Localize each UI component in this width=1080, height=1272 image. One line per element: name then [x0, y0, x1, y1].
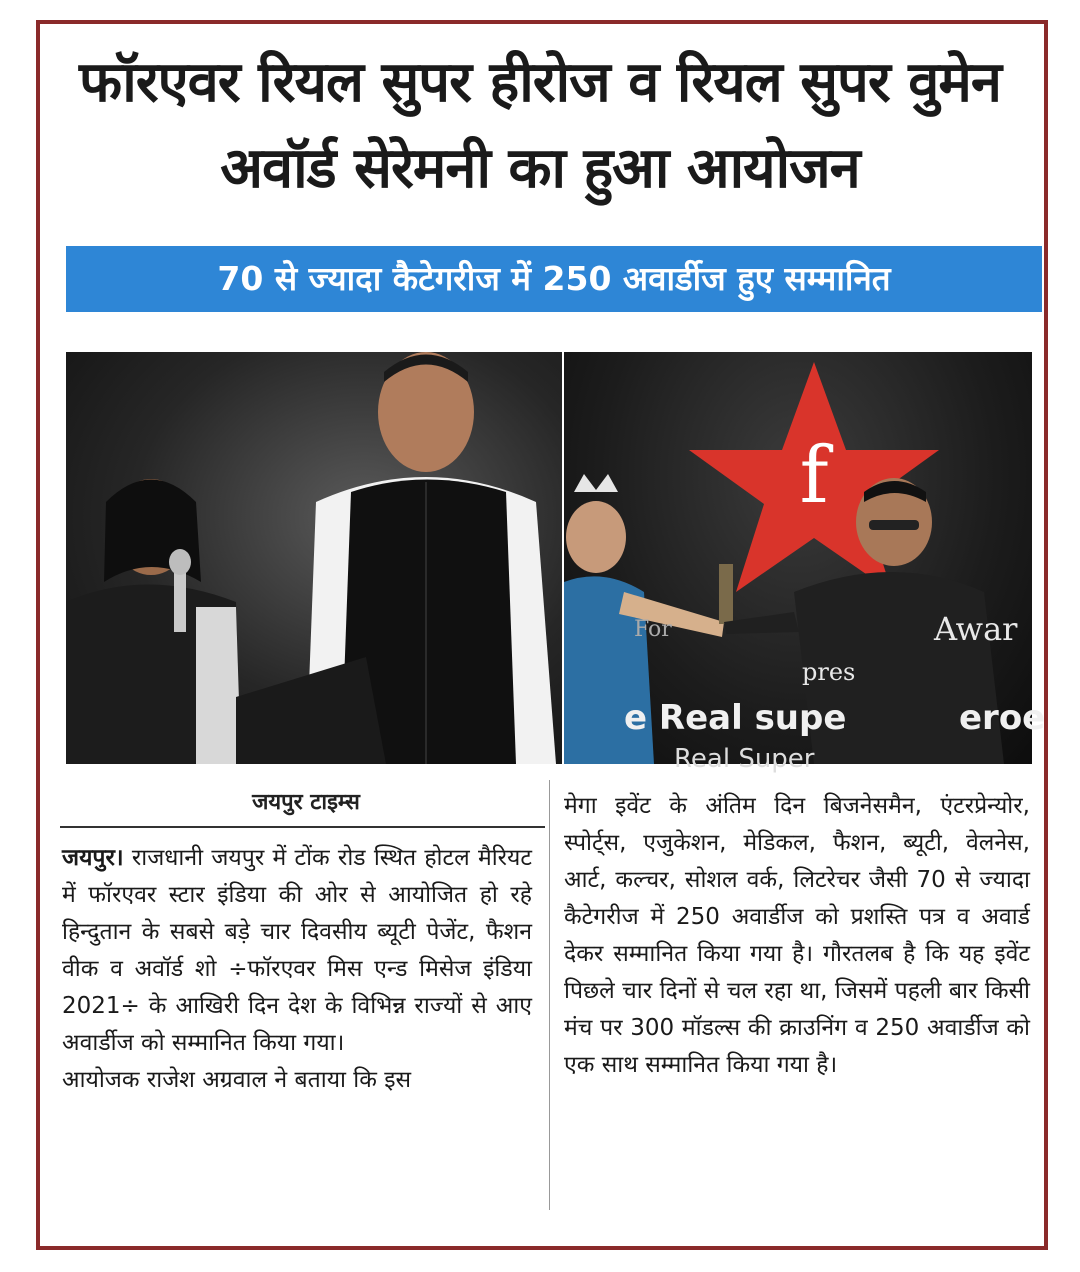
photo-left-illustration — [66, 352, 562, 764]
article-column-right — [564, 788, 1030, 1084]
stage-text-real-super: e Real supe — [624, 698, 847, 738]
photo-speaker-and-guest — [66, 352, 562, 764]
article-paragraph-3: मेगा इवेंट के अंतिम दिन बिजनेसमैन, एंटरप्रेन्योर, स्पोर्ट्स, एजुकेशन, मेडिकल, फैशन, ब्यूटी, वेलनेस, आर्ट, कल्चर, सोशल वर्क, लिटरेचर जैसी 70 से ज्यादा कैटेगरीज में 250 अवार्डीज को प्रशस्ति पत्र व अवार्ड देकर सम्मानित किया गया है। गौरतलब है कि यह इवेंट पिछले चार दिनों से चल रहा था, जिसमें पहली बार किसी मंच पर 300 मॉडल्स की क्राउनिंग व 250 अवार्डीज को एक साथ सम्मानित किया गया है। — [564, 793, 1030, 1078]
article-paragraph-1 — [62, 840, 532, 1062]
stage-text-eroes: eroe — [959, 698, 1046, 738]
svg-text:f: f — [799, 431, 829, 521]
stage-text-award: Awar — [934, 610, 1018, 648]
column-divider — [549, 780, 550, 1210]
crown-icon — [574, 474, 618, 492]
headline: फॉरएवर रियल सुपर हीरोज व रियल सुपर वुमेन अवॉर्ड सेरेमनी का हुआ आयोजन — [79, 50, 1001, 201]
article-column-left — [62, 840, 532, 1099]
photo-award-presentation — [564, 352, 1046, 774]
byline-rule — [60, 826, 545, 828]
stage-text-for: For — [634, 617, 672, 642]
stage-text-pres: pres — [802, 658, 856, 686]
byline: जयपुर टाइम्स — [252, 790, 360, 815]
article-paragraph-2: आयोजक राजेश अग्रवाल ने बताया कि इस — [62, 1067, 412, 1093]
stage-text-bottom: Real Super — [674, 744, 815, 774]
subheadline-banner: 70 से ज्यादा कैटेगरीज में 250 अवार्डीज हुए सम्मानित — [66, 246, 1042, 312]
dateline: जयपुर। — [62, 845, 124, 871]
article-paragraph-1-text: राजधानी जयपुर में टोंक रोड स्थित होटल मैरियट में फॉरएवर स्टार इंडिया की ओर से आयोजित हो रहे हिन्दुतान के सबसे बड़े चार दिवसीय ब्यूटी पेजेंट, फैशन वीक व अवॉर्ड शो ÷फॉरएवर मिस एन्ड मिसेज इंडिया 2021÷ के आखिरी दिन देश के विभिन्न राज्यों से आए अवार्डीज को सम्मानित किया गया। — [62, 845, 532, 1056]
